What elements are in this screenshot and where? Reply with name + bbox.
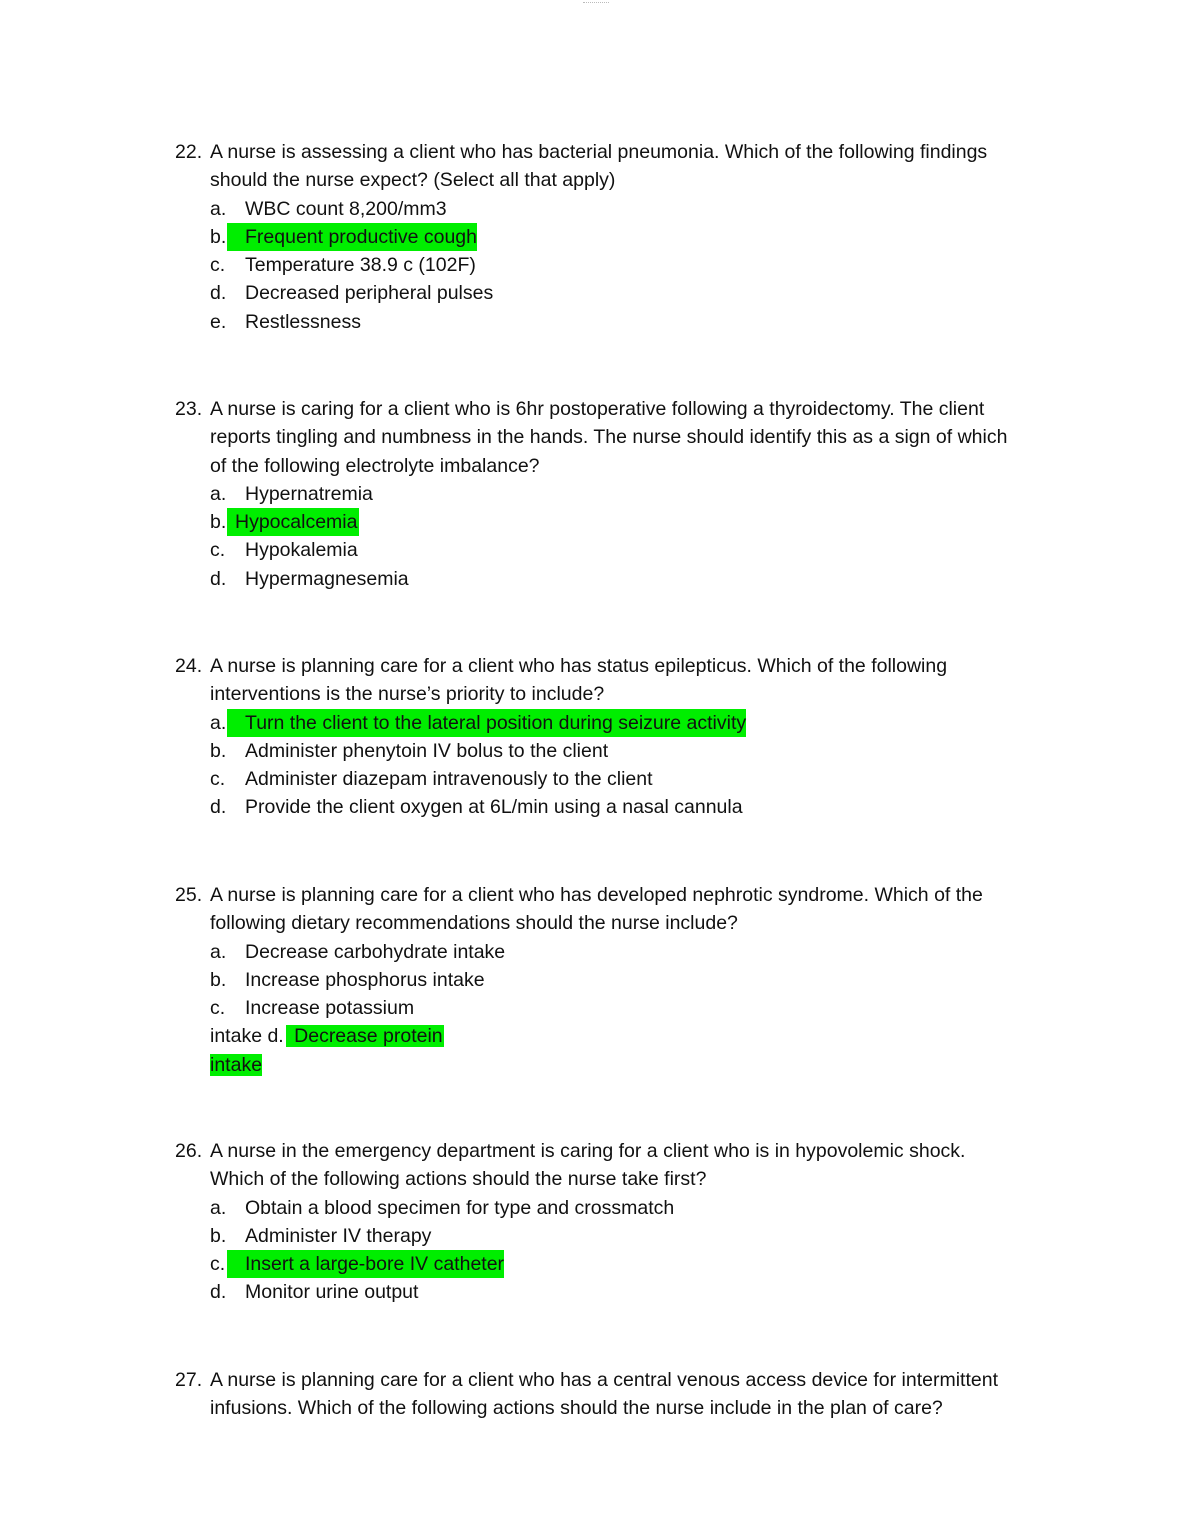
option-text: Increase phosphorus intake bbox=[245, 968, 485, 991]
option-letter: a. bbox=[210, 940, 227, 963]
option-text: Hypokalemia bbox=[245, 539, 358, 562]
option-text: WBC count 8,200/mm3 bbox=[245, 197, 447, 220]
option-letter: a. bbox=[210, 482, 227, 505]
option-c bbox=[210, 536, 1025, 564]
option-letter: d. bbox=[210, 796, 227, 819]
option-letter: c. bbox=[210, 768, 226, 791]
option-d-continuation bbox=[210, 1051, 1025, 1079]
option-text: Administer diazepam intravenously to the client bbox=[245, 768, 653, 791]
header-mark bbox=[583, 2, 609, 6]
option-b bbox=[210, 737, 1025, 765]
option-text-highlighted: Turn the client to the lateral position during seizure activity bbox=[227, 709, 746, 737]
question-stem bbox=[175, 652, 1025, 709]
option-text: Provide the client oxygen at 6L/min using a nasal cannula bbox=[245, 796, 743, 819]
option-a bbox=[210, 195, 1025, 223]
question-23 bbox=[175, 395, 1025, 593]
option-text-highlighted: Frequent productive cough bbox=[227, 223, 477, 251]
option-text: Increase potassium bbox=[245, 997, 415, 1020]
option-text-highlighted: Insert a large-bore IV catheter bbox=[227, 1250, 504, 1278]
question-stem bbox=[175, 881, 1025, 938]
option-e bbox=[210, 308, 1025, 336]
option-text: Hypernatremia bbox=[245, 482, 373, 505]
option-letter: b. bbox=[210, 1224, 227, 1247]
option-letter: c. bbox=[210, 997, 226, 1020]
question-22 bbox=[175, 138, 1025, 336]
question-number: 24. bbox=[175, 655, 203, 677]
option-letter: c. bbox=[210, 1253, 226, 1276]
option-a bbox=[210, 1194, 1025, 1222]
option-letter: c. bbox=[210, 254, 226, 277]
question-stem bbox=[175, 1366, 1025, 1423]
option-c bbox=[210, 1250, 1025, 1278]
option-a bbox=[210, 480, 1025, 508]
option-text-highlighted: intake bbox=[210, 1053, 263, 1076]
option-letter: b. bbox=[210, 225, 227, 248]
question-number: 23. bbox=[175, 398, 203, 420]
question-text: A nurse in the emergency department is caring for a client who is in hypovolemic shock. Which of the following actions should the nurse take first? bbox=[210, 1140, 966, 1191]
option-text: Administer IV therapy bbox=[245, 1224, 432, 1247]
option-text: Temperature 38.9 c (102F) bbox=[245, 254, 476, 277]
option-d bbox=[210, 1278, 1025, 1306]
question-number: 25. bbox=[175, 884, 203, 906]
option-c bbox=[210, 765, 1025, 793]
question-26 bbox=[175, 1137, 1025, 1307]
option-b bbox=[210, 1222, 1025, 1250]
option-text: Decrease carbohydrate intake bbox=[245, 940, 506, 963]
question-24 bbox=[175, 652, 1025, 822]
question-text: A nurse is planning care for a client who has developed nephrotic syndrome. Which of the following dietary recommendations should the nurse include? bbox=[210, 884, 983, 935]
option-text: Decreased peripheral pulses bbox=[245, 282, 494, 305]
option-letter: b. bbox=[210, 511, 227, 534]
option-c bbox=[210, 994, 1025, 1022]
question-stem bbox=[175, 1137, 1025, 1194]
option-b bbox=[210, 508, 1025, 536]
option-b bbox=[210, 223, 1025, 251]
option-letter: d. bbox=[210, 1281, 227, 1304]
option-text: Monitor urine output bbox=[245, 1281, 419, 1304]
option-b bbox=[210, 966, 1025, 994]
option-d bbox=[210, 565, 1025, 593]
option-letter: a. bbox=[210, 1196, 227, 1219]
option-d bbox=[210, 279, 1025, 307]
option-letter: b. bbox=[210, 739, 227, 762]
question-text: A nurse is planning care for a client who has status epilepticus. Which of the following interventions is the nurse’s priority to include? bbox=[210, 655, 948, 706]
option-d bbox=[210, 793, 1025, 821]
question-stem bbox=[175, 395, 1025, 480]
option-text: Administer phenytoin IV bolus to the client bbox=[245, 739, 609, 762]
option-text: Hypermagnesemia bbox=[245, 567, 409, 590]
option-letter: a. bbox=[210, 197, 227, 220]
option-text: Obtain a blood specimen for type and crossmatch bbox=[245, 1196, 675, 1219]
question-text: A nurse is assessing a client who has bacterial pneumonia. Which of the following findings should the nurse expect? (Select all that apply) bbox=[210, 141, 988, 192]
option-letter: c. bbox=[210, 539, 226, 562]
option-a bbox=[210, 938, 1025, 966]
question-number: 22. bbox=[175, 141, 203, 163]
question-text: A nurse is planning care for a client who has a central venous access device for intermittent infusions. Which of the following actions should the nurse include in the plan of care? bbox=[210, 1369, 998, 1420]
option-letter: e. bbox=[210, 310, 227, 333]
question-number: 27. bbox=[175, 1369, 203, 1391]
option-letter: a. bbox=[210, 711, 227, 734]
option-letter: d. bbox=[210, 567, 227, 590]
option-d-prefix: intake d. bbox=[210, 1025, 284, 1048]
option-text-highlighted: Decrease protein bbox=[286, 1025, 444, 1047]
option-letter: d. bbox=[210, 282, 227, 305]
option-text-highlighted: Hypocalcemia bbox=[227, 508, 359, 536]
option-c bbox=[210, 251, 1025, 279]
question-stem bbox=[175, 138, 1025, 195]
question-25 bbox=[175, 881, 1025, 1079]
option-letter: b. bbox=[210, 968, 227, 991]
question-text: A nurse is caring for a client who is 6hr postoperative following a thyroidectomy. The client reports tingling and numbness in the hands. The nurse should identify this as a sign of which of the following electrolyte imbalance? bbox=[210, 398, 1008, 477]
question-number: 26. bbox=[175, 1140, 203, 1162]
question-27 bbox=[175, 1366, 1025, 1423]
option-d-wrapped bbox=[210, 1022, 1025, 1050]
option-text: Restlessness bbox=[245, 310, 361, 333]
option-a bbox=[210, 709, 1025, 737]
